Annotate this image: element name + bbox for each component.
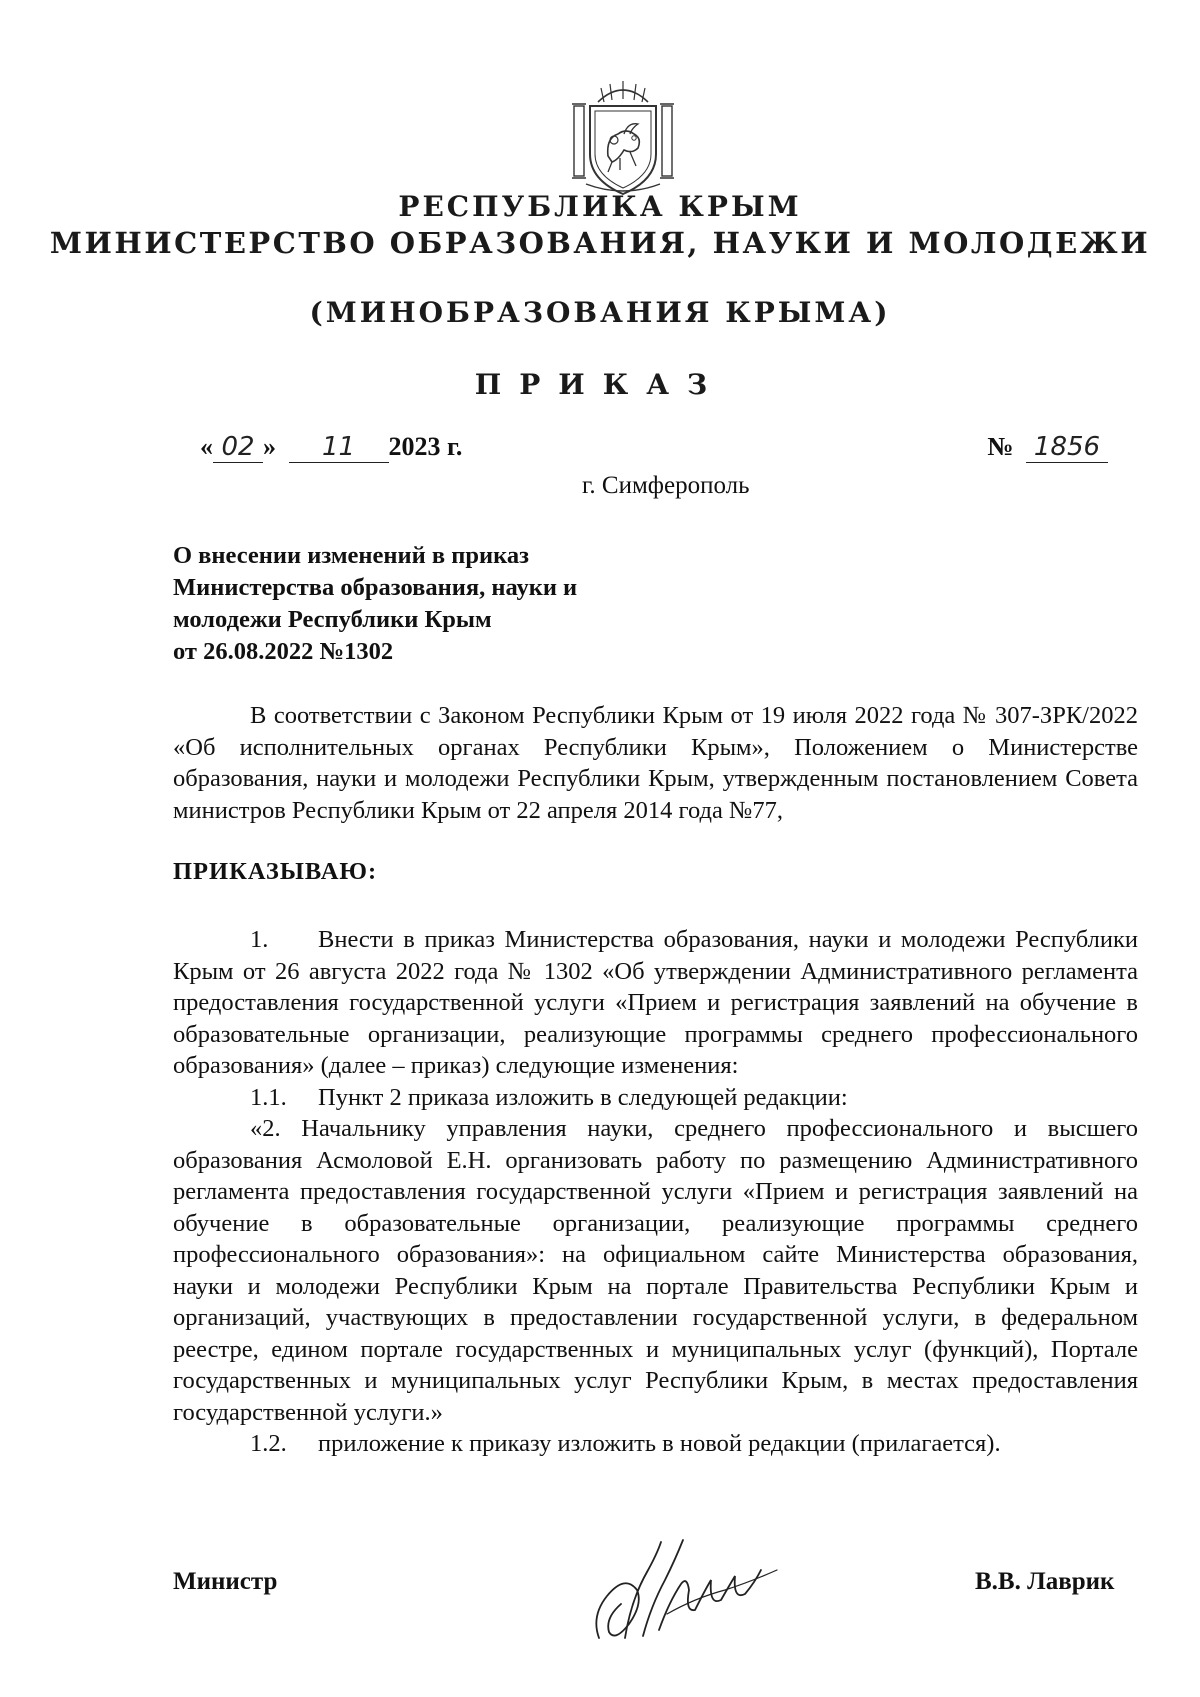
item-1	[173, 924, 1138, 1082]
subject-line: молодежи Республики Крым	[173, 606, 492, 633]
item-number: 1.2.	[250, 1430, 287, 1457]
preamble-paragraph: В соответствии с Законом Республики Крым от 19 июля 2022 года № 307-ЗРК/2022 «Об исполнительных органах Республики Крым», Положением о Министерстве образования, науки и молодежи Республики Крым, утвержденным постановлением Совета министров Республики Крым от 22 апреля 2014 года №77,	[173, 702, 1138, 824]
signer-name: В.В. Лаврик	[975, 1568, 1115, 1595]
subject-line: от 26.08.2022 №1302	[173, 638, 394, 665]
order-date	[200, 432, 462, 463]
item-1-2	[173, 1428, 1138, 1460]
item-text: Внести в приказ Министерства образования, науки и молодежи Республики Крым от 26 августа 2022 года № 1302 «Об утверждении Административного регламента предоставления государственной услуги «Прием и регистрация заявлений на обучение в образовательные организации, реализующие программы среднего профессионального образования» (далее – приказ) следующие изменения:	[173, 926, 1138, 1079]
order-subject	[173, 540, 577, 668]
item-1-1	[173, 1082, 1138, 1114]
date-day: 02	[213, 432, 263, 463]
header-ministry: МИНИСТЕРСТВО ОБРАЗОВАНИЯ, НАУКИ И МОЛОДЕЖИ	[49, 226, 1151, 260]
date-year: 2023 г.	[388, 432, 463, 461]
item-text: Пункт 2 приказа изложить в следующей редакции:	[318, 1083, 848, 1111]
order-word: ПРИКАЗЫВАЮ:	[173, 858, 378, 885]
item-number: 1.	[250, 926, 269, 953]
date-close-quote: »	[263, 432, 276, 461]
number-value: 1856	[1026, 432, 1108, 463]
handwritten-signature-icon	[585, 1520, 785, 1650]
order-number	[987, 432, 1108, 463]
signer-position: Министр	[173, 1568, 278, 1595]
item-quote: «2. Начальнику управления науки, среднего профессионального и высшего образования Асмоловой Е.Н. организовать работу по размещению Административного регламента предоставления государственной услуги «Прием и регистрация заявлений на обучение в образовательные организации, реализующие программы среднего профессионального образования»: на официальном сайте Министерства образования, науки и молодежи Республики Крым на портале Правительства Республики Крым и организаций, участвующих в предоставлении государственной услуги, в федеральном реестре, едином портале государственных и муниципальных услуг (функций), Портале государственных и муниципальных услуг Республики Крым, в местах предоставления государственной услуги.»	[173, 1115, 1138, 1426]
item-text: приложение к приказу изложить в новой редакции (прилагается).	[318, 1430, 1001, 1457]
date-open-quote: «	[200, 432, 213, 461]
header-ministry-short: (МИНОБРАЗОВАНИЯ КРЫМА)	[309, 296, 891, 329]
date-month: 11	[289, 432, 389, 463]
order-items	[173, 924, 1138, 1460]
coat-of-arms-icon	[568, 76, 678, 200]
item-number: 1.1.	[250, 1083, 287, 1111]
document-type: ПРИКАЗ	[474, 368, 726, 401]
number-label: №	[987, 432, 1014, 461]
city: г. Симферополь	[582, 472, 750, 499]
subject-line: О внесении изменений в приказ	[173, 542, 529, 569]
subject-line: Министерства образования, науки и	[173, 574, 578, 601]
header-republic: РЕСПУБЛИКА КРЫМ	[398, 190, 802, 223]
